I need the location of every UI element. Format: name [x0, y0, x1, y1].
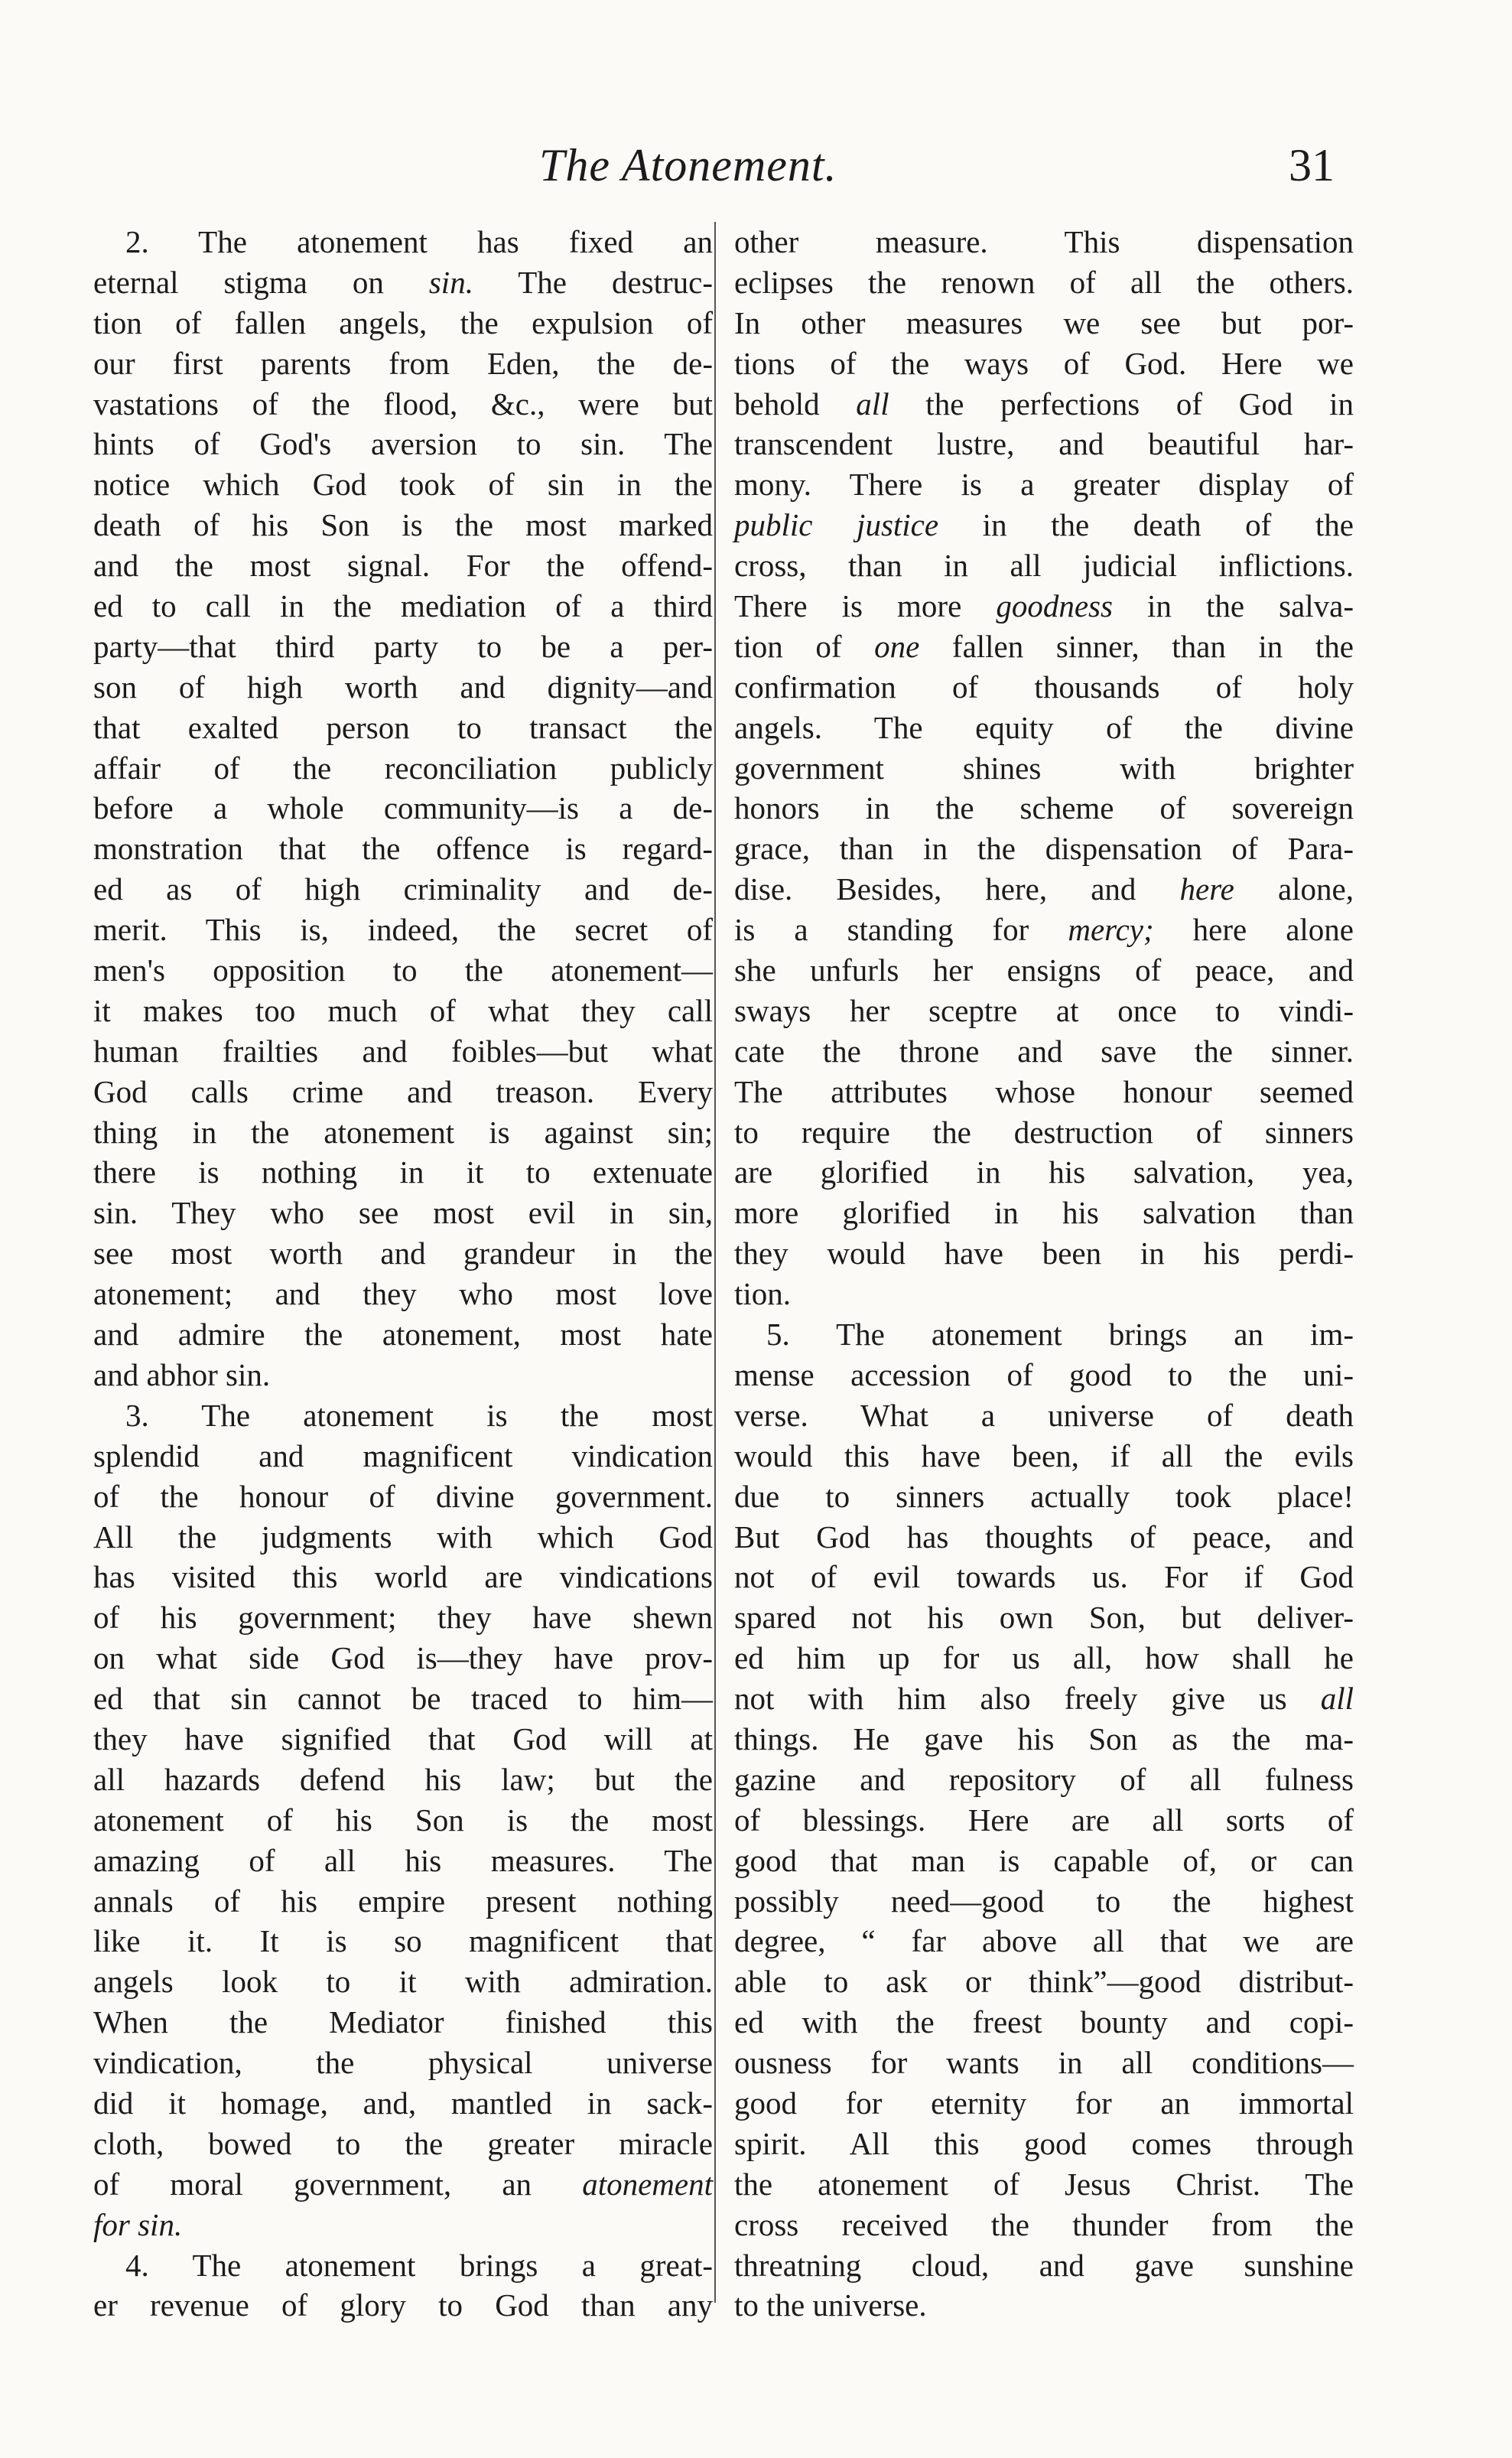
text-line: [93, 1395, 713, 1436]
text-segment: But God has thoughts of peace, and: [734, 1519, 1354, 1555]
text-line: [734, 910, 1354, 950]
text-line: [93, 1841, 713, 1881]
text-segment: things. He gave his Son as the ma-: [734, 1721, 1354, 1756]
text-line: [93, 1031, 713, 1072]
text-line: [734, 2002, 1354, 2043]
text-line: [734, 829, 1354, 869]
italic-text: sin.: [428, 264, 473, 300]
text-segment: ed with the freest bounty and copi-: [734, 2004, 1354, 2040]
italic-text: for sin.: [93, 2206, 183, 2242]
text-segment: tion of: [734, 628, 875, 664]
text-line: [93, 869, 713, 910]
text-segment: dise. Besides, here, and: [734, 871, 1180, 907]
text-segment: angels look to it with admiration.: [93, 1964, 713, 2000]
text-line: [734, 1841, 1354, 1881]
text-line: [734, 505, 1354, 545]
text-segment: that exalted person to transact the: [93, 709, 713, 745]
text-line: [734, 869, 1354, 910]
text-segment: to require the destruction of sinners: [734, 1114, 1354, 1150]
text-segment: in the death of the: [938, 507, 1354, 543]
text-line: [93, 464, 713, 505]
text-segment: not of evil towards us. For if God: [734, 1559, 1354, 1595]
text-line: [734, 1193, 1354, 1233]
italic-text: goodness: [996, 588, 1113, 624]
text-segment: All the judgments with which God: [93, 1519, 713, 1555]
text-segment: 5. The atonement brings an im-: [766, 1317, 1354, 1353]
text-segment: human frailties and foibles—but what: [93, 1033, 713, 1069]
text-line: [93, 1233, 713, 1274]
text-line: [734, 1436, 1354, 1476]
text-line: [734, 2124, 1354, 2164]
text-segment: the perfections of God in: [889, 386, 1354, 422]
text-line: [734, 667, 1354, 708]
text-line: [734, 1112, 1354, 1153]
text-segment: notice which God took of sin in the: [93, 467, 713, 503]
running-header: [0, 139, 1512, 200]
text-segment: confirmation of thousands of holy: [734, 669, 1354, 705]
text-line: [734, 1274, 1354, 1314]
text-segment: government shines with brighter: [734, 750, 1354, 786]
text-line: [734, 384, 1354, 425]
text-line: [93, 2002, 713, 2043]
text-line: [734, 1517, 1354, 1558]
text-line: [734, 708, 1354, 748]
text-segment: amazing of all his measures. The: [93, 1842, 713, 1878]
text-segment: honors in the scheme of sovereign: [734, 790, 1354, 826]
text-line: [734, 1800, 1354, 1841]
text-line: [734, 1962, 1354, 2002]
italic-text: atonement: [582, 2166, 713, 2202]
text-segment: vindication, the physical universe: [93, 2045, 713, 2081]
text-segment: er revenue of glory to God than any: [93, 2287, 713, 2323]
text-segment: affair of the reconciliation publicly: [93, 750, 713, 786]
text-segment: sways her sceptre at once to vindi-: [734, 992, 1354, 1028]
text-line: [93, 829, 713, 869]
text-line: [93, 1881, 713, 1922]
text-line: [93, 303, 713, 343]
text-segment: of the honour of divine government.: [93, 1478, 713, 1514]
text-line: [93, 910, 713, 950]
text-segment: 3. The atonement is the most: [125, 1397, 713, 1433]
text-segment: The destruc-: [473, 264, 713, 300]
text-line: [734, 464, 1354, 505]
text-segment: fallen sinner, than in the: [919, 628, 1354, 664]
text-line: [734, 950, 1354, 991]
text-line: [734, 2245, 1354, 2286]
text-segment: spirit. All this good comes through: [734, 2125, 1354, 2161]
text-segment: would this have been, if all the evils: [734, 1437, 1354, 1473]
text-segment: atonement of his Son is the most: [93, 1802, 713, 1838]
text-segment: When the Mediator finished this: [93, 2004, 713, 2040]
text-line: [93, 2205, 713, 2245]
text-line: [93, 1314, 713, 1355]
text-line: [93, 1152, 713, 1193]
text-line: [93, 1760, 713, 1800]
text-line: [734, 222, 1354, 262]
text-segment: before a whole community—is a de-: [93, 790, 713, 826]
text-segment: and abhor sin.: [93, 1356, 271, 1392]
text-segment: the atonement of Jesus Christ. The: [734, 2166, 1354, 2202]
text-line: [734, 1597, 1354, 1638]
text-line: [93, 788, 713, 829]
text-segment: verse. What a universe of death: [734, 1397, 1354, 1433]
text-segment: to the universe.: [734, 2287, 927, 2323]
text-line: [734, 424, 1354, 464]
text-segment: God calls crime and treason. Every: [93, 1073, 713, 1109]
text-segment: more glorified in his salvation than: [734, 1195, 1354, 1231]
text-segment: tions of the ways of God. Here we: [734, 345, 1354, 381]
text-segment: are glorified in his salvation, yea,: [734, 1154, 1354, 1190]
text-line: [93, 1274, 713, 1314]
text-line: [93, 2285, 713, 2326]
text-line: [734, 1921, 1354, 1962]
text-segment: good for eternity for an immortal: [734, 2085, 1354, 2121]
text-segment: here alone: [1153, 912, 1354, 948]
text-line: [93, 222, 713, 262]
text-line: [93, 2083, 713, 2124]
text-segment: grace, than in the dispensation of Para-: [734, 831, 1354, 867]
text-segment: good that man is capable of, or can: [734, 1842, 1354, 1878]
text-line: [734, 2043, 1354, 2083]
text-segment: it makes too much of what they call: [93, 992, 713, 1028]
text-line: [93, 1800, 713, 1841]
text-line: [734, 1072, 1354, 1112]
text-segment: mense accession of good to the uni-: [734, 1356, 1354, 1392]
text-segment: party—that third party to be a per-: [93, 628, 713, 664]
text-line: [734, 2205, 1354, 2245]
text-segment: and admire the atonement, most hate: [93, 1317, 713, 1353]
text-line: [93, 1678, 713, 1719]
text-segment: able to ask or think”—good distribut-: [734, 1964, 1354, 2000]
text-line: [734, 303, 1354, 343]
text-segment: and the most signal. For the offend-: [93, 548, 713, 584]
text-segment: they have signified that God will at: [93, 1721, 713, 1756]
text-line: [93, 627, 713, 667]
text-segment: The attributes whose honour seemed: [734, 1073, 1354, 1109]
text-line: [93, 1476, 713, 1517]
text-segment: did it homage, and, mantled in sack-: [93, 2085, 713, 2121]
text-line: [93, 667, 713, 708]
text-line: [93, 505, 713, 545]
text-line: [734, 343, 1354, 384]
text-line: [734, 1031, 1354, 1072]
text-line: [93, 1557, 713, 1597]
text-line: [93, 586, 713, 627]
text-segment: hints of God's aversion to sin. The: [93, 426, 713, 462]
text-line: [93, 1638, 713, 1678]
text-segment: has visited this world are vindications: [93, 1559, 713, 1595]
text-line: [734, 1678, 1354, 1719]
text-segment: atonement; and they who most love: [93, 1276, 713, 1312]
text-segment: thing in the atonement is against sin;: [93, 1114, 713, 1150]
text-line: [734, 1355, 1354, 1395]
text-segment: eclipses the renown of all the others.: [734, 264, 1354, 300]
page-number: 31: [1289, 140, 1335, 190]
text-line: [93, 545, 713, 586]
text-line: [734, 1152, 1354, 1193]
running-title: The Atonement.: [539, 140, 837, 190]
text-line: [93, 1072, 713, 1112]
text-line: [734, 1476, 1354, 1517]
text-line: [93, 1436, 713, 1476]
text-line: [734, 1314, 1354, 1355]
text-line: [93, 2043, 713, 2083]
text-line: [734, 2083, 1354, 2124]
text-segment: There is more: [734, 588, 997, 624]
text-line: [93, 1355, 713, 1395]
text-segment: is a standing for: [734, 912, 1068, 948]
text-segment: men's opposition to the atonement—: [93, 952, 713, 988]
text-segment: In other measures we see but por-: [734, 304, 1354, 340]
text-segment: she unfurls her ensigns of peace, and: [734, 952, 1354, 988]
text-line: [734, 1760, 1354, 1800]
text-line: [734, 748, 1354, 789]
text-line: [734, 262, 1354, 303]
text-segment: mony. There is a greater display of: [734, 467, 1354, 503]
text-segment: of his government; they have shewn: [93, 1600, 713, 1636]
text-segment: degree, “ far above all that we are: [734, 1923, 1354, 1959]
italic-text: one: [874, 628, 920, 664]
text-segment: transcendent lustre, and beautiful har-: [734, 426, 1354, 462]
right-column: [734, 222, 1354, 2326]
text-segment: 2. The atonement has fixed an: [125, 224, 713, 259]
text-segment: 4. The atonement brings a great-: [125, 2247, 713, 2283]
text-line: [734, 627, 1354, 667]
text-segment: merit. This is, indeed, the secret of: [93, 912, 713, 948]
text-segment: behold: [734, 386, 857, 422]
text-line: [734, 2164, 1354, 2205]
text-line: [734, 1395, 1354, 1436]
italic-text: all: [1320, 1681, 1354, 1717]
text-line: [93, 708, 713, 748]
text-segment: ousness for wants in all conditions—: [734, 2045, 1354, 2081]
text-line: [734, 1233, 1354, 1274]
text-segment: alone,: [1234, 871, 1354, 907]
italic-text: mercy;: [1068, 912, 1154, 948]
text-line: [734, 1881, 1354, 1922]
text-segment: there is nothing in it to extenuate: [93, 1154, 713, 1190]
italic-text: all: [856, 386, 889, 422]
text-line: [93, 2124, 713, 2164]
text-line: [734, 1557, 1354, 1597]
text-line: [93, 2164, 713, 2205]
italic-text: public justice: [734, 507, 939, 543]
text-segment: spared not his own Son, but deliver-: [734, 1600, 1354, 1636]
text-segment: not with him also freely give us: [734, 1681, 1321, 1717]
text-segment: of blessings. Here are all sorts of: [734, 1802, 1354, 1838]
text-segment: tion of fallen angels, the expulsion of: [93, 304, 713, 340]
text-segment: cloth, bowed to the greater miracle: [93, 2125, 713, 2161]
italic-text: here: [1179, 871, 1234, 907]
text-segment: death of his Son is the most marked: [93, 507, 713, 543]
text-segment: angels. The equity of the divine: [734, 709, 1354, 745]
text-line: [93, 748, 713, 789]
text-line: [93, 1719, 713, 1760]
text-segment: splendid and magnificent vindication: [93, 1437, 713, 1473]
left-column: [93, 222, 713, 2326]
text-line: [93, 1193, 713, 1233]
text-line: [93, 950, 713, 991]
text-line: [734, 991, 1354, 1031]
text-line: [93, 424, 713, 464]
text-segment: cate the throne and save the sinner.: [734, 1033, 1354, 1069]
text-line: [734, 1719, 1354, 1760]
text-line: [734, 545, 1354, 586]
text-segment: eternal stigma on: [93, 264, 429, 300]
text-line: [734, 586, 1354, 627]
text-segment: possibly need—good to the highest: [734, 1883, 1354, 1919]
text-segment: they would have been in his perdi-: [734, 1236, 1354, 1271]
text-segment: son of high worth and dignity—and: [93, 669, 713, 705]
text-line: [93, 262, 713, 303]
text-segment: monstration that the offence is regard-: [93, 831, 713, 867]
text-segment: ed to call in the mediation of a third: [93, 588, 713, 624]
text-segment: gazine and repository of all fulness: [734, 1761, 1354, 1797]
text-segment: of moral government, an: [93, 2166, 583, 2202]
text-segment: vastations of the flood, &c., were but: [93, 386, 713, 422]
text-segment: other measure. This dispensation: [734, 224, 1354, 259]
text-line: [93, 1921, 713, 1962]
text-line: [93, 2245, 713, 2286]
text-line: [93, 1962, 713, 2002]
text-segment: on what side God is—they have prov-: [93, 1640, 713, 1676]
text-line: [93, 991, 713, 1031]
text-segment: ed that sin cannot be traced to him—: [93, 1681, 713, 1717]
text-segment: due to sinners actually took place!: [734, 1478, 1354, 1514]
text-line: [93, 1517, 713, 1558]
text-segment: our first parents from Eden, the de-: [93, 345, 713, 381]
text-segment: all hazards defend his law; but the: [93, 1761, 713, 1797]
text-segment: in the salva-: [1112, 588, 1354, 624]
column-rule: [714, 222, 716, 2303]
text-segment: like it. It is so magnificent that: [93, 1923, 713, 1959]
text-line: [93, 343, 713, 384]
text-segment: see most worth and grandeur in the: [93, 1236, 713, 1271]
text-line: [734, 1638, 1354, 1678]
text-line: [93, 1597, 713, 1638]
text-line: [734, 2285, 1354, 2326]
text-line: [93, 1112, 713, 1153]
text-line: [734, 788, 1354, 829]
text-segment: ed him up for us all, how shall he: [734, 1640, 1354, 1676]
text-segment: cross received the thunder from the: [734, 2206, 1354, 2242]
text-segment: threatning cloud, and gave sunshine: [734, 2247, 1354, 2283]
text-segment: cross, than in all judicial inflictions.: [734, 548, 1354, 584]
text-segment: annals of his empire present nothing: [93, 1883, 713, 1919]
text-segment: ed as of high criminality and de-: [93, 871, 713, 907]
text-segment: sin. They who see most evil in sin,: [93, 1195, 713, 1231]
text-segment: tion.: [734, 1276, 792, 1312]
text-line: [93, 384, 713, 425]
